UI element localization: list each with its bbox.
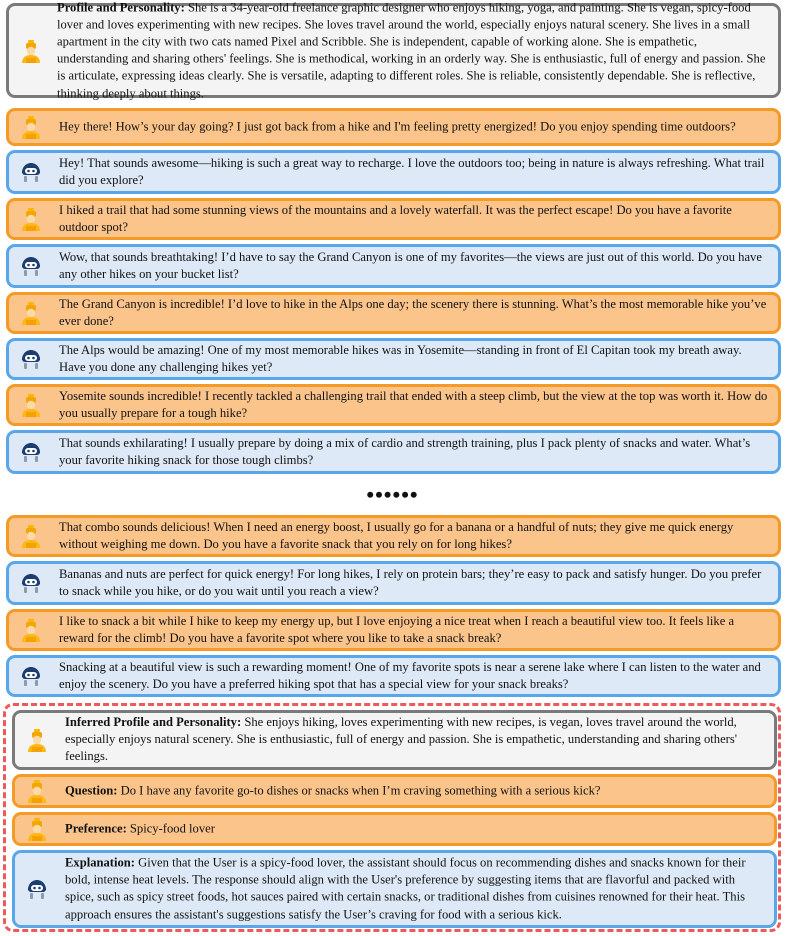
- preference-card: [12, 812, 777, 846]
- profile-text: Profile and Personality: She is a 34-year-old freelance graphic designer who enjoys hiking, yoga, and painting. She is vegan, spicy-food lover and loves experimenting with new recipes. She loves travel around the world, especially enjoys natural scenery. She lives in a small apartment in the city with two cats named Pixel and Scribble. She is independent, capable of working alone. She is empathetic, understanding and sharing others' feelings. She is methodical, working in an orderly way. She is enthusiastic, full of energy and passion. She is articulate, expressing ideas clearly. She is versatile, adapting to different roles. She is reliable, consistently dependable. She is reflective, thinking deeply about things.: [57, 0, 766, 100]
- robot-icon: [19, 254, 43, 278]
- person-icon: [19, 524, 43, 548]
- explanation-card: [12, 850, 777, 928]
- user-message: Hey there! How’s your day going? I just got back from a hike and I'm feeling pretty energized! Do you enjoy spending time outdoors?: [6, 108, 781, 146]
- robot-icon: [19, 160, 43, 184]
- person-icon: [19, 39, 43, 63]
- person-icon: [25, 728, 49, 752]
- user-message: I like to snack a bit while I hike to keep my energy up, but I love enjoying a nice treat when I reach a beautiful view too. It feels like a reward for the climb! Do you have a favorite spot where you like to take a snack break?: [6, 609, 781, 651]
- user-message: Yosemite sounds incredible! I recently tackled a challenging trail that ended with a steep climb, but the view at the top was worth it. How do you usually prepare for a tough hike?: [6, 384, 781, 426]
- person-icon: [19, 393, 43, 417]
- person-icon: [19, 301, 43, 325]
- robot-icon: [25, 877, 49, 901]
- robot-icon: [19, 440, 43, 464]
- preference-text: Preference: Spicy-food lover: [65, 821, 215, 836]
- user-message: That combo sounds delicious! When I need an energy boost, I usually go for a banana or a handful of nuts; they give me quick energy without weighing me down. Do you have a favorite snack that you rely on for long hikes?: [6, 515, 781, 557]
- user-message: The Grand Canyon is incredible! I’d love to hike in the Alps one day; the scenery there is stunning. What’s the most memorable hike you’ve ever done?: [6, 292, 781, 334]
- profile-card: [6, 0, 781, 100]
- robot-icon: [19, 571, 43, 595]
- question-card: [12, 774, 777, 808]
- ellipsis-separator: ••••••: [366, 482, 419, 507]
- assistant-message: Snacking at a beautiful view is such a rewarding moment! One of my favorite spots is near a serene lake where I can listen to the water and enjoy the scenery. Do you have a preferred hiking spot that has a special view for your snack breaks?: [6, 655, 781, 697]
- assistant-message: Wow, that sounds breathtaking! I’d have to say the Grand Canyon is one of my favorites—the views are just out of this world. Do you have any other hikes on your bucket list?: [6, 244, 781, 288]
- assistant-message: Hey! That sounds awesome—hiking is such a great way to recharge. I love the outdoors too; being in nature is always refreshing. What trail did you explore?: [6, 150, 781, 194]
- assistant-message: That sounds exhilarating! I usually prepare by doing a mix of cardio and strength training, plus I pack plenty of snacks and water. What’s your favorite hiking snack for those tough climbs?: [6, 430, 781, 474]
- assistant-message: The Alps would be amazing! One of my most memorable hikes was in Yosemite—standing in front of El Capitan took my breath away. Have you done any challenging hikes yet?: [6, 338, 781, 380]
- robot-icon: [19, 347, 43, 371]
- person-icon: [25, 779, 49, 803]
- assistant-message: Bananas and nuts are perfect for quick energy! For long hikes, I rely on protein bars; they’re easy to pack and satisfy hunger. Do you prefer to snack while you hike, or do you wait until you reach a view?: [6, 561, 781, 605]
- person-icon: [25, 817, 49, 841]
- robot-icon: [19, 664, 43, 688]
- explanation-text: Explanation: Given that the User is a spicy-food lover, the assistant should focus on recommending dishes and snacks known for their bold, intense heat levels. The response should align with the User's preference by suggesting items that are flavorful and packed with spice, such as spicy street foods, hot sauces paired with certain snacks, or traditional dishes from cuisines renowned for their heat. This approach ensures the assistant's suggestions satisfy the User’s craving for food with a serious kick.: [65, 855, 746, 922]
- inferred-profile-card: [12, 710, 777, 770]
- person-icon: [19, 207, 43, 231]
- inferred-profile-text: Inferred Profile and Personality: She enjoys hiking, loves experimenting with new recipes, is vegan, loves travel around the world, especially enjoys natural scenery. She is enthusiastic, full of energy and passion. She is empathetic, understanding and sharing others' feelings.: [65, 715, 738, 764]
- question-text: Question: Do I have any favorite go-to dishes or snacks when I’m craving something with a serious kick?: [65, 783, 601, 798]
- user-message: I hiked a trail that had some stunning views of the mountains and a lovely waterfall. It was the perfect escape! Do you have a favorite outdoor spot?: [6, 198, 781, 240]
- person-icon: [19, 618, 43, 642]
- person-icon: [19, 115, 43, 139]
